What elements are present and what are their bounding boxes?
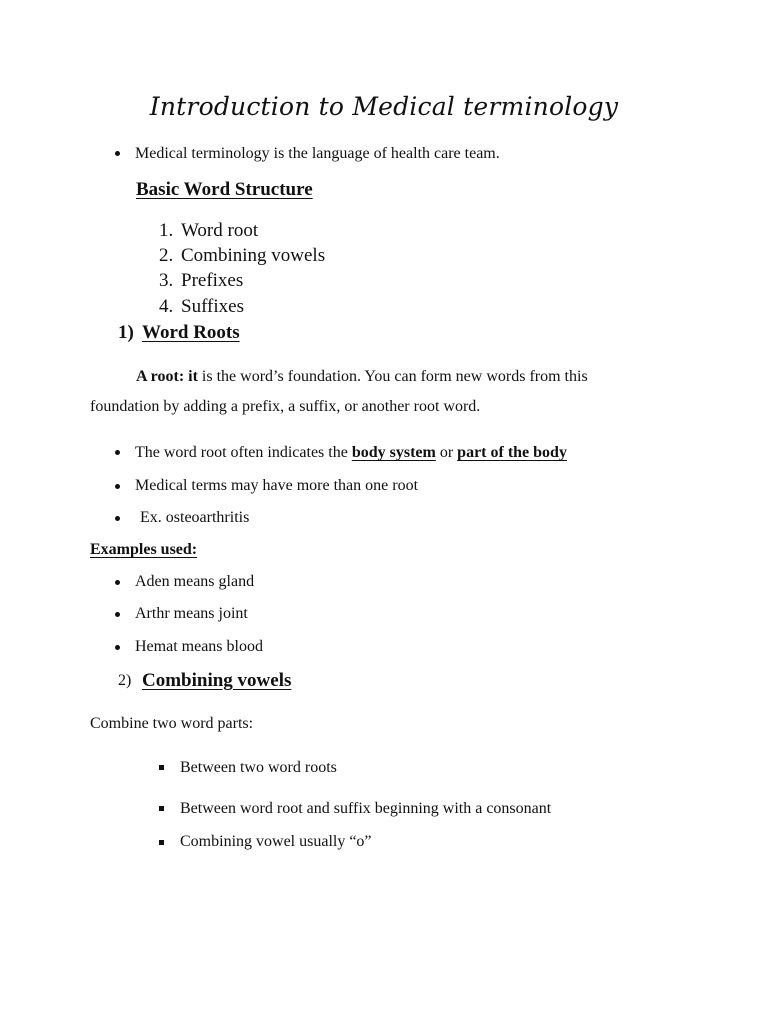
- combining-item: Combining vowel usually “o”: [180, 833, 372, 850]
- example-item: Aden means gland: [135, 573, 255, 590]
- combining-item: Between two word roots: [180, 759, 337, 776]
- root-definition-label: A root: it: [136, 368, 198, 385]
- list-number: 1.: [159, 220, 174, 241]
- list-number: 3.: [159, 270, 174, 291]
- root-definition-text: is the word’s foundation. You can form new words from this: [197, 368, 588, 385]
- numbered-list-item: [159, 220, 259, 242]
- bullet-text: [135, 444, 567, 462]
- bullet-dot-icon: [115, 645, 120, 650]
- list-label: Combining vowels: [181, 245, 326, 266]
- numbered-list-item: [159, 270, 244, 292]
- section-heading-combining-vowels: Combining vowels: [142, 670, 292, 691]
- section-intro: Combine two word parts:: [90, 715, 254, 732]
- bullet-dot-icon: [115, 151, 120, 156]
- list-number: 4.: [159, 296, 174, 317]
- paragraph-line: foundation by adding a prefix, a suffix, or another root word.: [90, 398, 481, 415]
- list-number: 2.: [159, 245, 174, 266]
- combining-item: Between word root and suffix beginning with a consonant: [180, 800, 552, 817]
- list-label: Prefixes: [181, 270, 244, 291]
- emphasis-part-of-body: part of the body: [457, 444, 567, 461]
- bullet-text: Medical terms may have more than one root: [135, 477, 419, 494]
- example-item: Arthr means joint: [135, 605, 248, 622]
- bullet-dot-icon: [115, 580, 120, 585]
- bullet-dot-icon: [115, 484, 120, 489]
- bullet-text-plain: or: [435, 444, 458, 461]
- numbered-list-item: [159, 296, 244, 318]
- square-bullet-icon: [159, 806, 164, 811]
- square-bullet-icon: [159, 765, 164, 770]
- bullet-text: Ex. osteoarthritis: [140, 509, 250, 526]
- bullet-dot-icon: [115, 516, 120, 521]
- emphasis-body-system: body system: [351, 444, 436, 461]
- list-label: Word root: [181, 220, 259, 241]
- square-bullet-icon: [159, 840, 164, 845]
- bullet-dot-icon: [115, 450, 120, 455]
- basic-structure-heading: Basic Word Structure: [136, 179, 313, 200]
- bullet-text-plain: The word root often indicates the: [135, 444, 352, 461]
- section-number: 2): [118, 672, 132, 689]
- examples-heading: Examples used:: [90, 541, 198, 558]
- list-label: Suffixes: [181, 296, 244, 317]
- section-heading-word-roots: Word Roots: [142, 322, 240, 343]
- bullet-dot-icon: [115, 612, 120, 617]
- intro-bullet-text: Medical terminology is the language of health care team.: [135, 145, 500, 162]
- numbered-list-item: [159, 245, 326, 267]
- section-number: 1): [118, 322, 134, 343]
- example-item: Hemat means blood: [135, 638, 263, 655]
- page-title: Introduction to Medical terminology: [149, 92, 619, 121]
- paragraph-line: [136, 368, 588, 386]
